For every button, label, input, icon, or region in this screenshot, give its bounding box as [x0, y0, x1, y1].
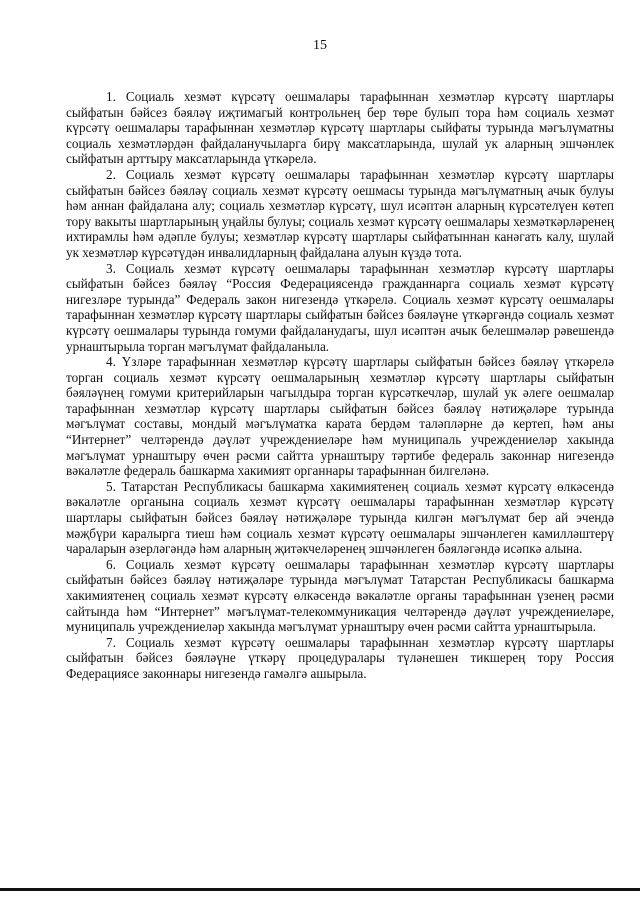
paragraph-5: 5. Татарстан Республикасы башкарма хакимиятенең социаль хезмәт күрсәтү өлкәсендә вәкаләтле органына социаль хезмәт күрсәтү оешмалары тарафыннан хезмәтләр күрсәтү шартлары сыйфатын бәйсез бәяләү нәтиҗәләре турында килгән мәгълүмат бер ай эчендә мәҗбүри каралырга тиеш һәм социаль хезмәт күрсәтү оешмалары эшчәнлеген камилләштерү чараларын әзерләгәндә һәм аларның җитәкчеләренең эшчәнлеген бәяләгәндә исәпкә алына.: [66, 478, 614, 557]
paragraph-2: 2. Социаль хезмәт күрсәтү оешмалары тарафыннан хезмәтләр күрсәтү шартлары сыйфатын бәйсез бәяләү социаль хезмәт күрсәтү оешмасы турында мәгълүматның ачык булуы һәм аннан файдалана алу; социаль хезмәтләр күрсәтү, шул исәптән аларның күрсәтелүен көтеп тору вакыты шартларының уңайлы булуы; социаль хезмәт күрсәтү оешмалары хезмәткәрләренең ихтирамлы һәм әдәпле булуы; хезмәтләр күрсәтү шартлары сыйфатыннан канәгать калу, шулай ук хезмәтләр күрсәтүдән инвалидларның файдалана алуын күздә тота.: [66, 166, 614, 260]
paragraph-6: 6. Социаль хезмәт күрсәтү оешмалары тарафыннан хезмәтләр күрсәтү шартлары сыйфатын бәйсез бәяләү нәтиҗәләре турында мәгълүмат Татарстан Республикасы башкарма хакимиятенең социаль хезмәт күрсәтү өлкәсендә вәкаләтле органы тарафыннан үзенең рәсми сайтында һәм “Интернет” мәгълүмат-телекоммуникация челтәрендә дәүләт учреждениеләре, муниципаль учреждениеләр хакында мәгълүмат урнаштыру өчен рәсми сайтта урнаштырыла.: [66, 556, 614, 635]
paragraph-1: 1. Социаль хезмәт күрсәтү оешмалары тарафыннан хезмәтләр күрсәтү шартлары сыйфатын бәйсез бәяләү иҗтимагый контрольнең бер төре булып тора һәм социаль хезмәт күрсәтү оешмалары тарафыннан хезмәтләр күрсәтү шартлары сыйфаты турында мәгълүматны социаль хезмәтләрдән файдаланучыларга бирү максатларында, шулай ук аларның эшчәнлек сыйфатын арттыру максатларында үткәрелә.: [66, 89, 614, 167]
scan-edge-line: [0, 888, 640, 891]
paragraph-7: 7. Социаль хезмәт күрсәтү оешмалары тарафыннан хезмәтләр күрсәтү шартлары сыйфатын бәйсез бәяләүне үткәрү процедуралары түләнешен тикшерең тору Россия Федерациясе законнары нигезендә гамәлгә ашырыла.: [66, 634, 614, 681]
page-number: 15: [313, 38, 327, 53]
paragraph-3: 3. Социаль хезмәт күрсәтү оешмалары тарафыннан хезмәтләр күрсәтү шартлары сыйфатын бәйсез бәяләү “Россия Федерациясендә гражданнарга социаль хезмәт күрсәтү нигезләре турында” Федераль закон нигезендә үткәрелә. Социаль хезмәт күрсәтү оешмалары тарафыннан хезмәтләр күрсәтү шартлары сыйфатын бәйсез бәяләүне үткәргәндә социаль хезмәт күрсәтү оешмалары турында гомуми файдаланудагы, шул исәптән ачык белешмәләр рәвешендә урнаштырыла торган мәгълүмат файдаланыла.: [66, 260, 614, 354]
paragraph-4: 4. Үзләре тарафыннан хезмәтләр күрсәтү шартлары сыйфатын бәйсез бәяләү үткәрелә торган социаль хезмәт күрсәтү оешмаларының хезмәтләр күрсәтү шартлары сыйфатын бәяләүнең гомуми критерийларын чагылдыра торган күрсәткечләр, шулай ук әлеге оешмалар тарафыннан хезмәтләр күрсәтү шартлары сыйфатын бәйсез бәяләү нәтиҗәләре турында мәгълүмат составы, мондый мәгълүматка карата бердәм таләпләрне дә кертеп, һәм аны “Интернет” челтәрендә дәүләт учреждениеләре һәм муниципаль учреждениеләр хакында мәгълүмат урнаштыру өчен рәсми сайтта урнаштыру тәртибе федераль законнар нигезендә вәкаләтле федераль башкарма хакимият органнары тарафыннан билгеләнә.: [66, 354, 614, 479]
document-body: [66, 89, 614, 682]
